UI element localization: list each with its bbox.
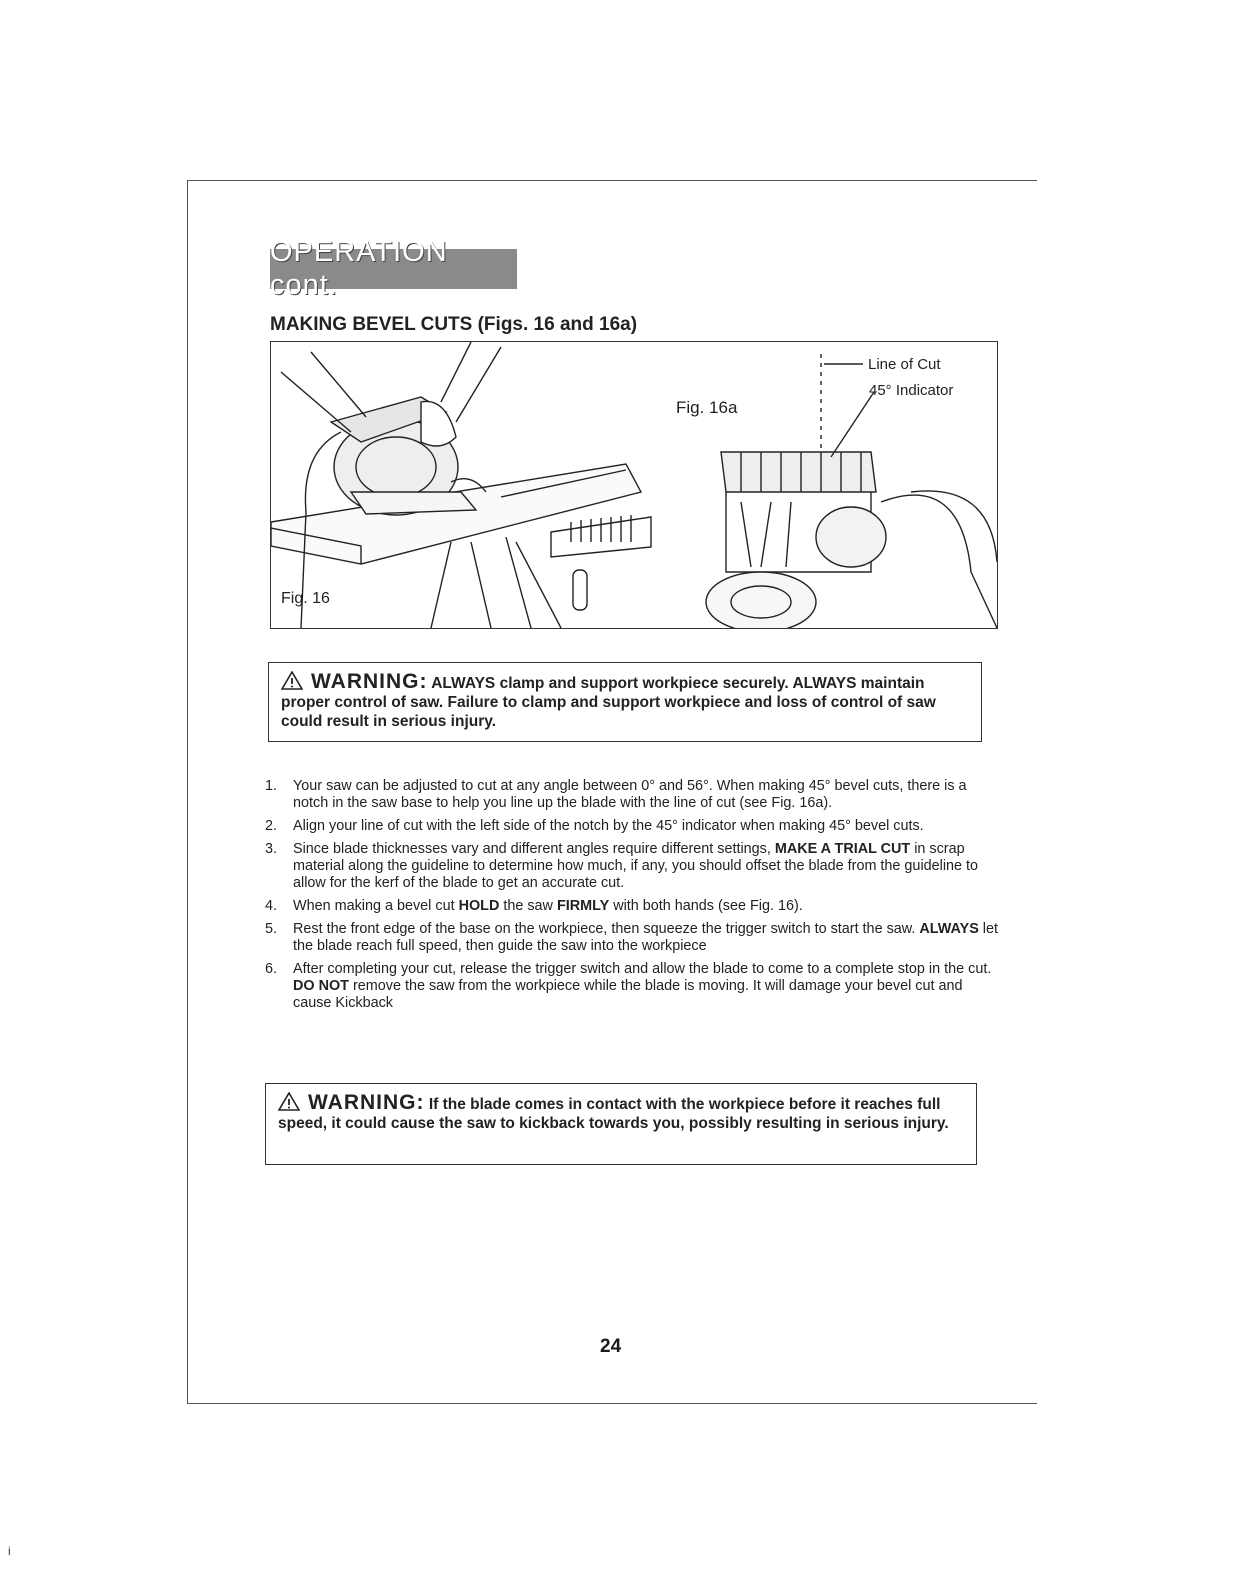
list-item	[260, 841, 1000, 892]
step-text: Rest the front edge of the base on the workpiece, then squeeze the trigger switch to start the saw.	[293, 921, 920, 937]
edge-mark: i	[8, 1544, 11, 1558]
step-number: 3.	[265, 841, 278, 857]
warning-text: If the blade comes in contact with the workpiece before it reaches full speed, it could cause the saw to kickback towards you, possibly resulting in serious injury.	[278, 1096, 949, 1132]
callout-45-indicator: 45° Indicator	[869, 382, 954, 399]
figure-panel	[270, 341, 998, 629]
warning-title: WARNING:	[311, 670, 428, 693]
step-text: Since blade thicknesses vary and different angles require different settings,	[293, 841, 775, 857]
warning-box-clamp	[268, 662, 982, 742]
step-text: let the blade reach full speed, then guide the saw into the workpiece	[293, 921, 999, 954]
list-item	[260, 961, 1000, 1012]
step-number: 1.	[265, 778, 278, 794]
step-text: Your saw can be adjusted to cut at any angle between 0° and 56°. When making 45° bevel cuts, there is a notch in the saw base to help you line up the blade with the line of cut (see Fig. 16a).	[293, 778, 967, 811]
step-text: When making a bevel cut	[293, 898, 459, 914]
list-item	[260, 818, 1000, 835]
step-emphasis: DO NOT	[293, 978, 349, 994]
step-emphasis: FIRMLY	[556, 898, 610, 914]
page-frame-top	[187, 180, 1037, 181]
page-number: 24	[600, 1336, 622, 1357]
step-number: 2.	[265, 818, 278, 834]
step-text: with both hands (see Fig. 16).	[609, 898, 803, 914]
step-emphasis: HOLD	[458, 898, 500, 914]
step-emphasis: MAKE A TRIAL CUT	[774, 841, 911, 857]
page-frame-bottom	[187, 1403, 1037, 1404]
fig16-label: Fig. 16	[281, 590, 330, 607]
page-frame-left	[187, 180, 188, 1403]
warning-box-kickback	[265, 1083, 977, 1165]
list-item	[260, 898, 1000, 915]
fig16a-label: Fig. 16a	[676, 398, 738, 417]
warning-triangle-icon	[278, 1092, 300, 1111]
list-item	[260, 921, 1000, 955]
warning-text: ALWAYS clamp and support workpiece securely. ALWAYS maintain proper control of saw. Failure to clamp and support workpiece and loss of control of saw could result in serious injury.	[281, 675, 936, 730]
step-text: After completing your cut, release the trigger switch and allow the blade to come to a complete stop in the cut.	[293, 961, 992, 977]
section-tab: OPERATION cont.	[270, 249, 517, 289]
warning-triangle-icon	[281, 671, 303, 690]
warning-title: WARNING:	[308, 1091, 425, 1114]
step-text: remove the saw from the workpiece while the blade is moving. It will damage your bevel cut and cause Kickback	[293, 978, 963, 1011]
step-number: 5.	[265, 921, 278, 937]
step-emphasis: ALWAYS	[919, 921, 979, 937]
section-heading: MAKING BEVEL CUTS (Figs. 16 and 16a)	[270, 314, 638, 335]
step-text: in scrap material along the guideline to determine how much, if any, you should offset the blade from the guideline to allow for the kerf of the blade to get an accurate cut.	[293, 841, 979, 891]
instruction-list	[260, 778, 1000, 1018]
step-text: the saw	[499, 898, 557, 914]
step-number: 4.	[265, 898, 278, 914]
step-number: 6.	[265, 961, 278, 977]
step-text: Align your line of cut with the left side of the notch by the 45° indicator when making 45° bevel cuts.	[293, 818, 924, 834]
callout-line-of-cut: Line of Cut	[868, 356, 941, 373]
list-item	[260, 778, 1000, 812]
